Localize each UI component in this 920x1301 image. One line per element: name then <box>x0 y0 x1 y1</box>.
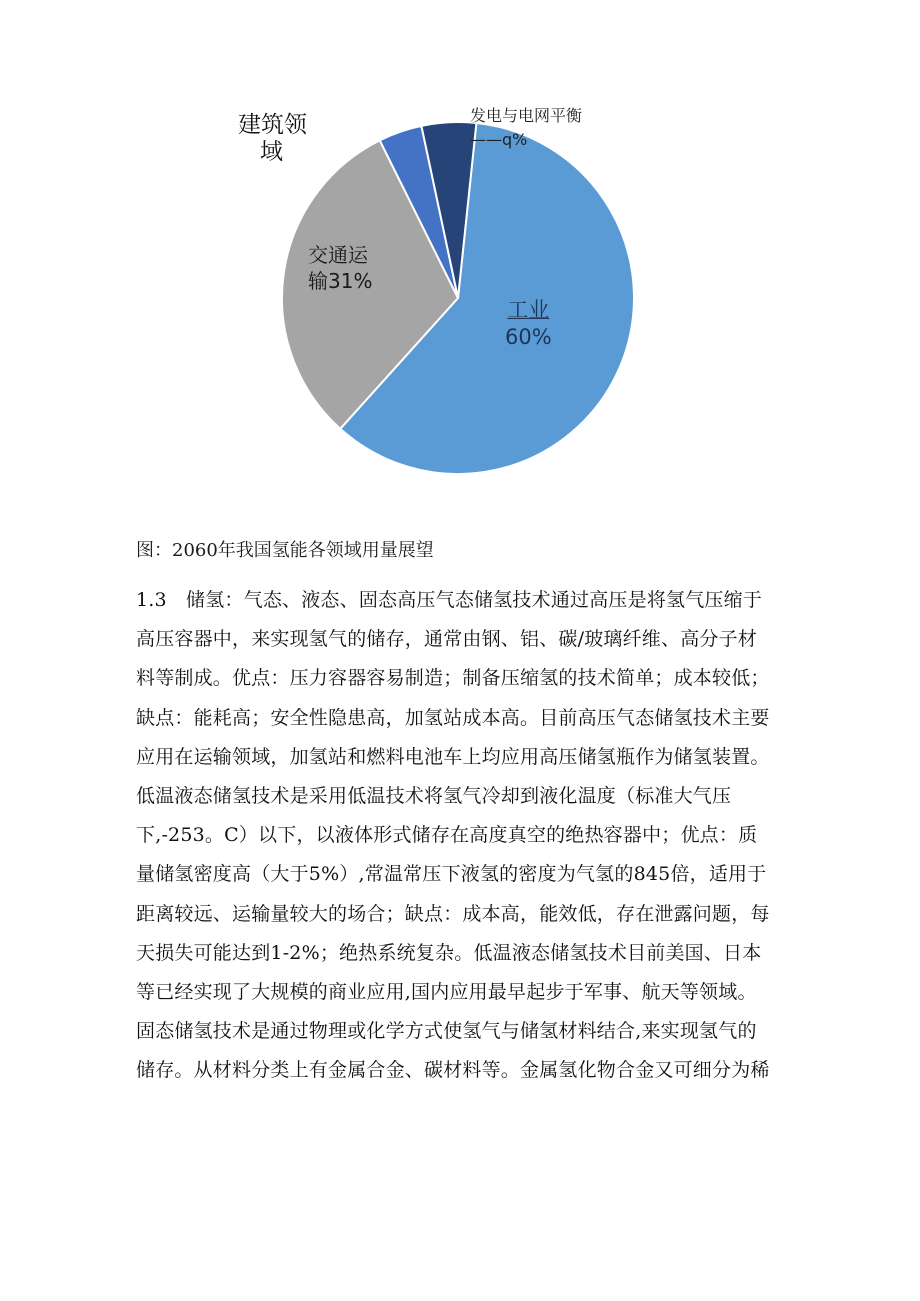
body-line: 天损失可能达到1-2%；绝热系统复杂。低温液态储氢技术目前美国、日本 <box>136 941 762 964</box>
label-building-line2: 域 <box>260 139 283 165</box>
label-building <box>238 112 318 166</box>
body-line: 距离较远、运输量较大的场合；缺点：成本高，能效低，存在泄露问题，每 <box>136 902 770 925</box>
label-industry <box>505 297 552 351</box>
body-text <box>136 581 796 1090</box>
label-transport <box>308 242 372 294</box>
label-power-grid <box>470 104 582 152</box>
body-line: 等已经实现了大规模的商业应用,国内应用最早起步于军事、航天等领域。 <box>136 980 757 1003</box>
label-power-line1: 发电与电网平衡 <box>470 106 583 125</box>
body-line: 高压容器中，来实现氢气的储存，通常由钢、铝、碳/玻璃纤维、高分子材 <box>136 628 758 651</box>
body-line: 应用在运输领域，加氢站和燃料电池车上均应用高压储氢瓶作为储氢装置。 <box>136 745 770 768</box>
body-line: 固态储氢技术是通过物理或化学方式使氢气与储氢材料结合,来实现氢气的 <box>136 1020 757 1043</box>
label-transport-line1: 交通运 <box>308 243 368 267</box>
pie-chart-figure <box>0 0 920 520</box>
label-building-line1: 建筑领 <box>238 112 307 138</box>
label-transport-line2: 输31% <box>308 269 373 293</box>
body-line: 低温液态储氢技术是采用低温技术将氢气冷却到液化温度（标准大气压 <box>136 784 732 807</box>
body-line: 储存。从材料分类上有金属合金、碳材料等。金属氢化物合金又可细分为稀 <box>136 1059 770 1082</box>
label-industry-pct: 60% <box>505 325 552 349</box>
pie-chart <box>0 0 920 520</box>
label-industry-name: 工业 <box>507 298 550 322</box>
body-line: 量储氢密度高（大于5%）,常温常压下液氢的密度为气氢的845倍，适用于 <box>136 863 767 886</box>
figure-caption: 图：2060年我国氢能各领域用量展望 <box>136 540 434 561</box>
body-line: 下,-253。C）以下，以液体形式储存在高度真空的绝热容器中；优点：质 <box>136 824 758 847</box>
body-line: 料等制成。优点：压力容器容易制造；制备压缩氢的技术简单；成本较低； <box>136 667 770 690</box>
label-power-line2: ——q% <box>470 130 528 149</box>
body-line: 缺点：能耗高；安全性隐患高，加氢站成本高。目前高压气态储氢技术主要 <box>136 706 770 729</box>
body-line: 1.3 储氢：气态、液态、固态高压气态储氢技术通过高压是将氢气压缩于 <box>136 589 763 611</box>
